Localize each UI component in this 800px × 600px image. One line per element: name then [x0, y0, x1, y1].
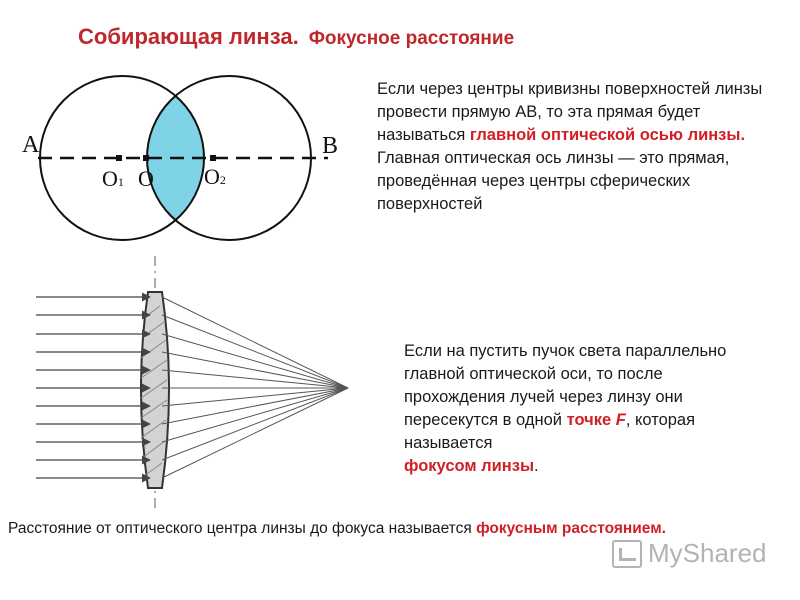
label-o: O: [138, 166, 154, 191]
footer-text: Расстояние от оптического центра линзы до фокуса называется: [8, 520, 477, 537]
focus-text-2: , которая называется: [404, 411, 696, 452]
axis-text-2: Главная оптическая ось линзы — это прямая, проведённая через центры сферических поверхностей: [377, 149, 730, 213]
refracted-ray: [162, 388, 348, 424]
label-b: B: [322, 133, 339, 159]
refracted-ray: [162, 388, 348, 442]
title-subtitle: Фокусное расстояние: [308, 28, 515, 49]
refracted-ray: [162, 370, 348, 388]
ray-diagram: [120, 256, 348, 508]
focus-highlight-f: F: [615, 411, 626, 429]
watermark-text: MyShared: [648, 538, 767, 568]
axis-text-1: Если через центры кривизны поверхностей линзы провести прямую AB, то эта прямая будет называться: [377, 80, 763, 144]
footer-highlight: фокусным расстоянием.: [476, 520, 666, 537]
point-o1: [116, 155, 122, 161]
footer-definition: [8, 520, 666, 538]
focus-description: [404, 340, 764, 478]
focus-text-1: Если на пустить пучок света параллельно главной оптической оси, то после прохождения лучей через линзу они пересекутся в одной: [404, 342, 727, 429]
refracted-ray: [162, 388, 348, 406]
focus-text-3: .: [534, 457, 539, 475]
point-o: [143, 155, 149, 161]
label-o1: O1: [102, 166, 124, 191]
chart-logo-icon: [612, 540, 642, 568]
refracted-ray: [162, 388, 348, 478]
refracted-ray: [162, 352, 348, 388]
refracted-ray: [162, 388, 348, 460]
axis-highlight: главной оптической осью линзы.: [469, 126, 746, 144]
label-o2: O2: [204, 164, 226, 189]
light-rays: [36, 297, 348, 478]
focus-highlight-point: точке: [566, 411, 612, 429]
label-a: A: [22, 132, 40, 158]
focus-highlight-lens: фокусом линзы: [404, 457, 535, 475]
title-main-text: Собирающая линза.: [78, 24, 299, 49]
point-o2: [210, 155, 216, 161]
axis-description: [377, 78, 767, 216]
refracted-ray: [162, 315, 348, 388]
watermark-logo: [612, 538, 767, 569]
